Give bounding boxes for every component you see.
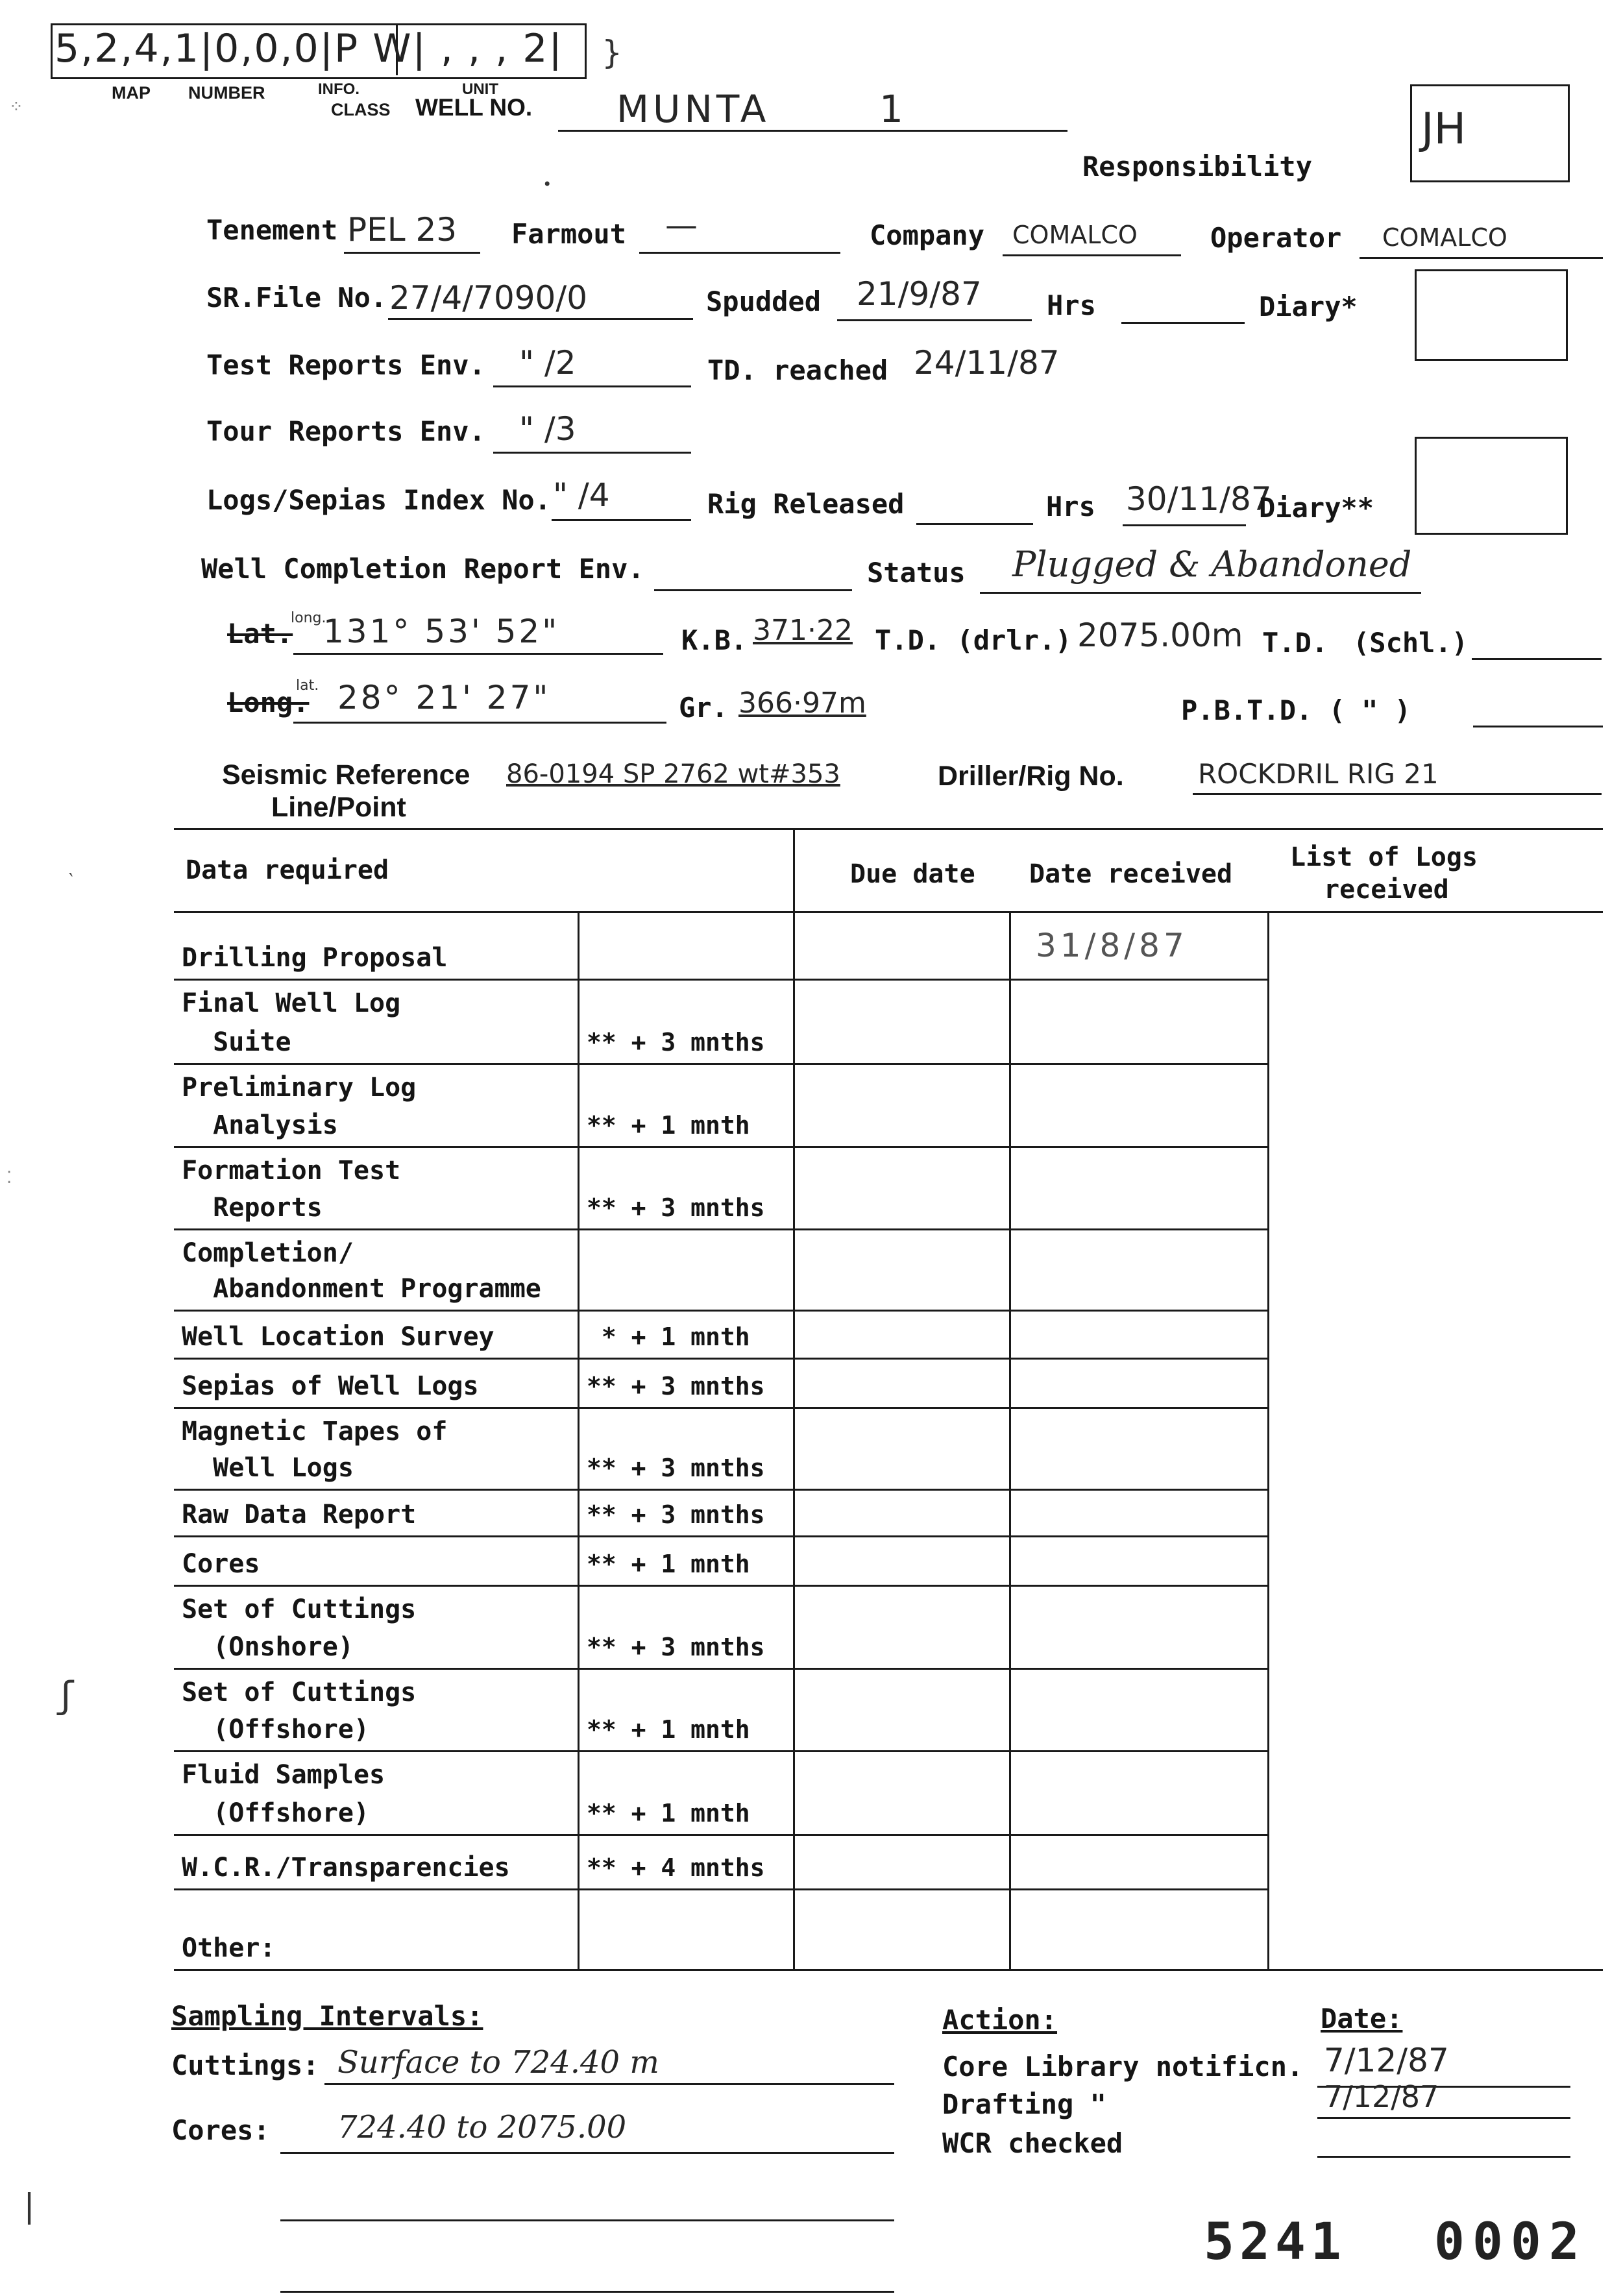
core-library-date: 7/12/87 bbox=[1324, 2042, 1449, 2079]
row-interval: ** + 3 mnths bbox=[587, 1633, 765, 1661]
lat-annotation: lat. bbox=[296, 678, 319, 694]
cores-value: 724.40 to 2075.00 bbox=[337, 2109, 627, 2145]
status-label: Status bbox=[867, 557, 966, 589]
long-annotation: long. bbox=[291, 610, 326, 626]
row-label-line2: Abandonment Programme bbox=[182, 1274, 541, 1304]
diary-star-label: Diary* bbox=[1259, 291, 1358, 323]
td-drlr-label: T.D. (drlr.) bbox=[875, 624, 1072, 656]
tenement-label: Tenement bbox=[206, 214, 338, 246]
well-name-value: MUNTA bbox=[616, 87, 770, 131]
drafting-date: 7/12/87 bbox=[1324, 2079, 1439, 2114]
row-divider bbox=[174, 1228, 1267, 1230]
driller-label: Driller/Rig No. bbox=[938, 761, 1124, 792]
cuttings-label: Cuttings: bbox=[171, 2049, 319, 2081]
row-label-line1: W.C.R./Transparencies bbox=[182, 1853, 510, 1883]
row-divider bbox=[174, 1310, 1267, 1312]
operator-value: COMALCO bbox=[1382, 223, 1507, 252]
row-divider bbox=[174, 1358, 1267, 1360]
row-label-line1: Preliminary Log bbox=[182, 1073, 417, 1103]
row-interval: ** + 1 mnth bbox=[587, 1799, 750, 1827]
row-interval: ** + 3 mnths bbox=[587, 1454, 765, 1482]
lat-value: 131° 53' 52" bbox=[323, 613, 560, 650]
row-interval: * + 1 mnth bbox=[587, 1323, 750, 1351]
row-date-received: 31/8/87 bbox=[1036, 927, 1188, 964]
kb-value: 371·22 bbox=[753, 614, 853, 647]
responsibility-initials: JH bbox=[1421, 104, 1467, 154]
unit-label: UNIT bbox=[462, 80, 498, 98]
stamp-right: 0002 bbox=[1434, 2213, 1587, 2271]
row-label-line2: (Offshore) bbox=[182, 1798, 369, 1828]
row-interval: ** + 3 mnths bbox=[587, 1193, 765, 1222]
company-label: Company bbox=[870, 219, 985, 251]
test-reports-value: " /2 bbox=[519, 344, 576, 382]
row-divider bbox=[174, 1063, 1267, 1065]
row-label-line2: (Onshore) bbox=[182, 1632, 354, 1662]
stamp-left: 5241 bbox=[1204, 2213, 1347, 2271]
number-label: NUMBER bbox=[188, 83, 265, 103]
map-label: MAP bbox=[112, 83, 151, 103]
row-label-line2: (Offshore) bbox=[182, 1715, 369, 1744]
test-reports-label: Test Reports Env. bbox=[206, 349, 485, 381]
row-divider bbox=[174, 1407, 1267, 1409]
diary-box-2 bbox=[1415, 437, 1568, 535]
row-divider bbox=[174, 1888, 1267, 1890]
kb-label: K.B. bbox=[681, 624, 748, 656]
sr-file-label: SR.File No. bbox=[206, 282, 387, 313]
farmout-value: — bbox=[665, 206, 698, 244]
row-label-line1: Other: bbox=[182, 1933, 276, 1963]
row-interval: ** + 3 mnths bbox=[587, 1500, 765, 1529]
row-interval: ** + 1 mnth bbox=[587, 1550, 750, 1578]
tour-reports-value: " /3 bbox=[519, 410, 576, 448]
row-label-line1: Magnetic Tapes of bbox=[182, 1417, 448, 1447]
status-value: Plugged & Abandoned bbox=[1012, 544, 1412, 585]
row-label-line1: Sepias of Well Logs bbox=[182, 1371, 479, 1401]
farmout-label: Farmout bbox=[511, 218, 627, 250]
td-drlr-value: 2075.00m bbox=[1077, 617, 1243, 654]
row-label-line1: Drilling Proposal bbox=[182, 943, 448, 973]
logs-sepias-value: " /4 bbox=[553, 476, 610, 514]
header-list-of-logs-received: received bbox=[1324, 875, 1449, 905]
row-label-line1: Well Location Survey bbox=[182, 1322, 494, 1352]
long-value: 28° 21' 27" bbox=[337, 679, 551, 716]
header-due-date: Due date bbox=[850, 859, 975, 889]
row-divider bbox=[174, 1668, 1267, 1670]
gr-label: Gr. bbox=[679, 692, 728, 724]
td-schl-paren: (Schl.) bbox=[1353, 627, 1469, 659]
core-library-label: Core Library notificn. bbox=[942, 2051, 1304, 2082]
long-label: Long. bbox=[227, 687, 310, 718]
info-label: INFO. bbox=[318, 80, 360, 98]
sampling-label: Sampling Intervals: bbox=[171, 2000, 483, 2032]
row-divider bbox=[174, 1750, 1267, 1752]
seismic-sub-label: Line/Point bbox=[271, 792, 406, 823]
td-reached-label: TD. reached bbox=[707, 354, 888, 386]
diary-star2-label: Diary** bbox=[1259, 492, 1374, 524]
spudded-value: 21/9/87 bbox=[857, 275, 982, 313]
action-label: Action: bbox=[942, 2004, 1058, 2036]
drafting-label: Drafting " bbox=[942, 2088, 1106, 2120]
row-divider bbox=[174, 1146, 1267, 1148]
row-label-line1: Cores bbox=[182, 1549, 260, 1579]
row-label-line1: Set of Cuttings bbox=[182, 1594, 417, 1624]
row-divider bbox=[174, 1489, 1267, 1491]
driller-value: ROCKDRIL RIG 21 bbox=[1198, 758, 1439, 790]
row-label-line1: Raw Data Report bbox=[182, 1500, 417, 1530]
code-digits: 5,2,4,1|0,0,0|P W| , , , 2| bbox=[55, 26, 563, 71]
seismic-label: Seismic Reference bbox=[222, 759, 470, 790]
lat-label: Lat. bbox=[227, 618, 293, 650]
cores-label: Cores: bbox=[171, 2114, 270, 2146]
row-label-line2: Well Logs bbox=[182, 1453, 354, 1483]
td-reached-value: 24/11/87 bbox=[914, 344, 1060, 382]
row-label-line1: Completion/ bbox=[182, 1238, 354, 1268]
company-value: COMALCO bbox=[1012, 221, 1138, 249]
row-interval: ** + 4 mnths bbox=[587, 1853, 765, 1882]
row-label-line1: Set of Cuttings bbox=[182, 1678, 417, 1707]
rig-released-value: 30/11/87 bbox=[1126, 480, 1272, 518]
operator-label: Operator bbox=[1210, 222, 1342, 254]
tour-reports-label: Tour Reports Env. bbox=[206, 415, 485, 447]
document-page: 5,2,4,1|0,0,0|P W| , , , 2| } MAP NUMBER INFO. CLASS UNIT WELL NO. MUNTA 1 JH Responsibility • Tenement PEL 23 Farmout — Company COMALCO Operator COMALCO SR.File No. 27/4/7090/0 Spudded 21/9/87 Hrs Diary* Test Reports Env. " /2 TD. reached 24/11/87 Tour Reports Env. " /3 Logs/Sepias Index No. " /4 Rig Released Hrs 30/11/87 Diary** Well Completion Report Env. Status Plugged & Abandoned Lat. long. 131° 53' 52" K.B. 371·22 T.D. (drlr.) 2075.00m T.D. (Schl.) Long. lat. 28° 21' 27" Gr. 366·97m P.B.T.D. ( " ) Seismic Reference Line/Point 86-0194 SP 2762 wt#353 Driller/Rig No. ROCKDRIL RIG 21 Data required Due date Date received List of Logs received Drilling Proposal 31/8/87 Final Well Log Suite ** + 3 mnths Preliminary Log Analysis ** + 1 mnth Formation Test Reports ** + 3 mnths Completion/ Abandonment Programme Well Location Survey * + 1 mnth Sepias of Well Logs ** + 3 mnths Magnetic Tapes of Well Logs ** + 3 mnths Raw Data Report ** + 3 mnths Cores ** + 1 mnth Set of Cuttings (Onshore) ** + 3 mnths Set of Cuttings (Offshore) ** + 1 mnth Fluid Samples (Offshore) ** + 1 mnth W.C.R./Transparencies ** + 4 mnths Other: Sampling Intervals: Cuttings: Surface to 724.40 m Cores: 724.40 to 2075.00 Action: Date: Core Library notificn. 7/12/87 Drafting " 7/12/87 WCR checked 5241 0002 ⁘ ‵ ⁚ ʃ | bbox=[0, 0, 1610, 2296]
wcr-env-label: Well Completion Report Env. bbox=[201, 553, 644, 585]
date-label: Date: bbox=[1321, 2003, 1403, 2034]
row-interval: ** + 1 mnth bbox=[587, 1715, 750, 1744]
responsibility-label: Responsibility bbox=[1082, 151, 1313, 182]
header-date-received: Date received bbox=[1029, 859, 1233, 889]
logs-sepias-label: Logs/Sepias Index No. bbox=[206, 484, 552, 516]
rig-released-label: Rig Released bbox=[707, 488, 905, 520]
row-label-line2: Reports bbox=[182, 1193, 323, 1223]
well-number-value: 1 bbox=[879, 87, 903, 131]
hrs-label: Hrs bbox=[1047, 289, 1096, 321]
well-no-label: WELL NO. bbox=[415, 94, 533, 121]
row-interval: ** + 1 mnth bbox=[587, 1111, 750, 1140]
row-label-line1: Formation Test bbox=[182, 1156, 401, 1186]
row-divider bbox=[174, 1585, 1267, 1587]
seismic-value: 86-0194 SP 2762 wt#353 bbox=[506, 759, 840, 789]
gr-value: 366·97m bbox=[738, 687, 866, 720]
row-label-line1: Fluid Samples bbox=[182, 1760, 385, 1790]
row-divider bbox=[174, 979, 1267, 981]
sr-file-value: 27/4/7090/0 bbox=[389, 279, 588, 317]
pbtd-label: P.B.T.D. ( " ) bbox=[1181, 694, 1411, 726]
hrs2-label: Hrs bbox=[1046, 491, 1095, 522]
class-label: CLASS bbox=[331, 100, 391, 119]
row-divider bbox=[174, 1834, 1267, 1836]
row-interval: ** + 3 mnths bbox=[587, 1028, 765, 1056]
spudded-label: Spudded bbox=[706, 286, 822, 317]
row-divider bbox=[174, 1535, 1267, 1537]
tenement-value: PEL 23 bbox=[347, 211, 457, 249]
cuttings-value: Surface to 724.40 m bbox=[337, 2044, 659, 2081]
wcr-checked-label: WCR checked bbox=[942, 2127, 1123, 2159]
td-schl-label: T.D. bbox=[1262, 627, 1328, 659]
row-interval: ** + 3 mnths bbox=[587, 1372, 765, 1400]
header-list-of-logs: List of Logs bbox=[1290, 842, 1478, 872]
diary-box-1 bbox=[1415, 269, 1568, 361]
row-label-line2: Suite bbox=[182, 1027, 291, 1057]
brace-mark: } bbox=[602, 34, 622, 71]
row-label-line1: Final Well Log bbox=[182, 988, 401, 1018]
header-data-required: Data required bbox=[186, 855, 389, 885]
row-label-line2: Analysis bbox=[182, 1110, 338, 1140]
